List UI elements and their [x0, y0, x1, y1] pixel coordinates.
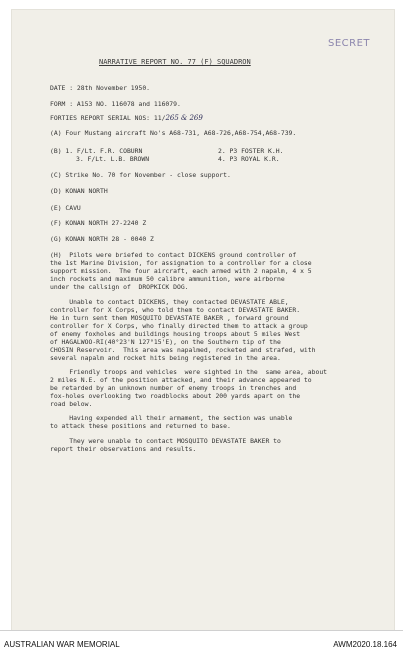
item-b-1: (B) 1. F/Lt. F.R. COBURN [50, 147, 143, 155]
secret-stamp: SECRET [328, 38, 371, 49]
forties-line [50, 114, 203, 122]
item-a: (A) Four Mustang aircraft No's A68-731, A68-726,A68-754,A68-739. [50, 129, 297, 137]
item-e: (E) CAVU [50, 204, 81, 212]
item-b-4: 4. P3 ROYAL K.R. [218, 155, 280, 163]
date-line: DATE : 28th November 1950. [50, 84, 151, 92]
form-line: FORM : A153 NO. 116078 and 116079. [50, 100, 181, 108]
paragraph-2: Unable to contact DICKENS, they contacted DEVASTATE ABLE, controller for X Corps, who told them to contact DEVASTATE BAKER. He in turn sent them MOSQUITO DEVASTATE BAKER , forward ground controller for X Corps, who finally directed them to attack a group of enemy foxholes and buildings housing troops about 5 miles West of HAGALWOO-RI(40°23'N 127°15'E), on the Southern tip of the CHOSIN Reservoir. This area was napalmed, rocketed and strafed, with several napalm and rocket hits being registered in the area. [50, 298, 316, 362]
item-c: (C) Strike No. 70 for November - close support. [50, 171, 231, 179]
paragraph-h: (H) Pilots were briefed to contact DICKENS ground controller of the 1st Marine Division, for assignation to a controller for a close support mission. The four aircraft, each armed with 2 napalm, 4 x 5 inch rockets and maximum 50 calibre ammunition, were airborne under the callsign of DROPKICK DOG. [50, 251, 312, 291]
accession-number: AWM2020.18.164 [333, 640, 397, 649]
item-b-2: 2. P3 FOSTER K.H. [218, 147, 284, 155]
archive-name: AUSTRALIAN WAR MEMORIAL [4, 640, 120, 649]
archive-footer [0, 630, 403, 654]
paragraph-5: They were unable to contact MOSQUITO DEVASTATE BAKER to report their observations and results. [50, 437, 281, 453]
item-f: (F) KONAN NORTH 27-2240 Z [50, 219, 147, 227]
item-d: (D) KONAN NORTH [50, 187, 108, 195]
paragraph-4: Having expended all their armament, the section was unable to attack these positions and returned to base. [50, 414, 293, 430]
item-g: (G) KONAN NORTH 28 - 0040 Z [50, 235, 154, 243]
forties-handwritten: 265 & 269 [165, 114, 203, 122]
item-b-3: 3. F/Lt. L.B. BROWN [76, 155, 150, 163]
report-title: NARRATIVE REPORT NO. 77 (F) SQUADRON [99, 58, 251, 66]
forties-printed: FORTIES REPORT SERIAL NOS: 11/ [50, 114, 166, 122]
paragraph-3: Friendly troops and vehicles were sighted in the same area, about 2 miles N.E. of the position attacked, and their advance appeared to be retarded by an unknown number of enemy troops in trenches and fox-holes overlooking two roadblocks about 200 yards apart on the road below. [50, 368, 328, 408]
